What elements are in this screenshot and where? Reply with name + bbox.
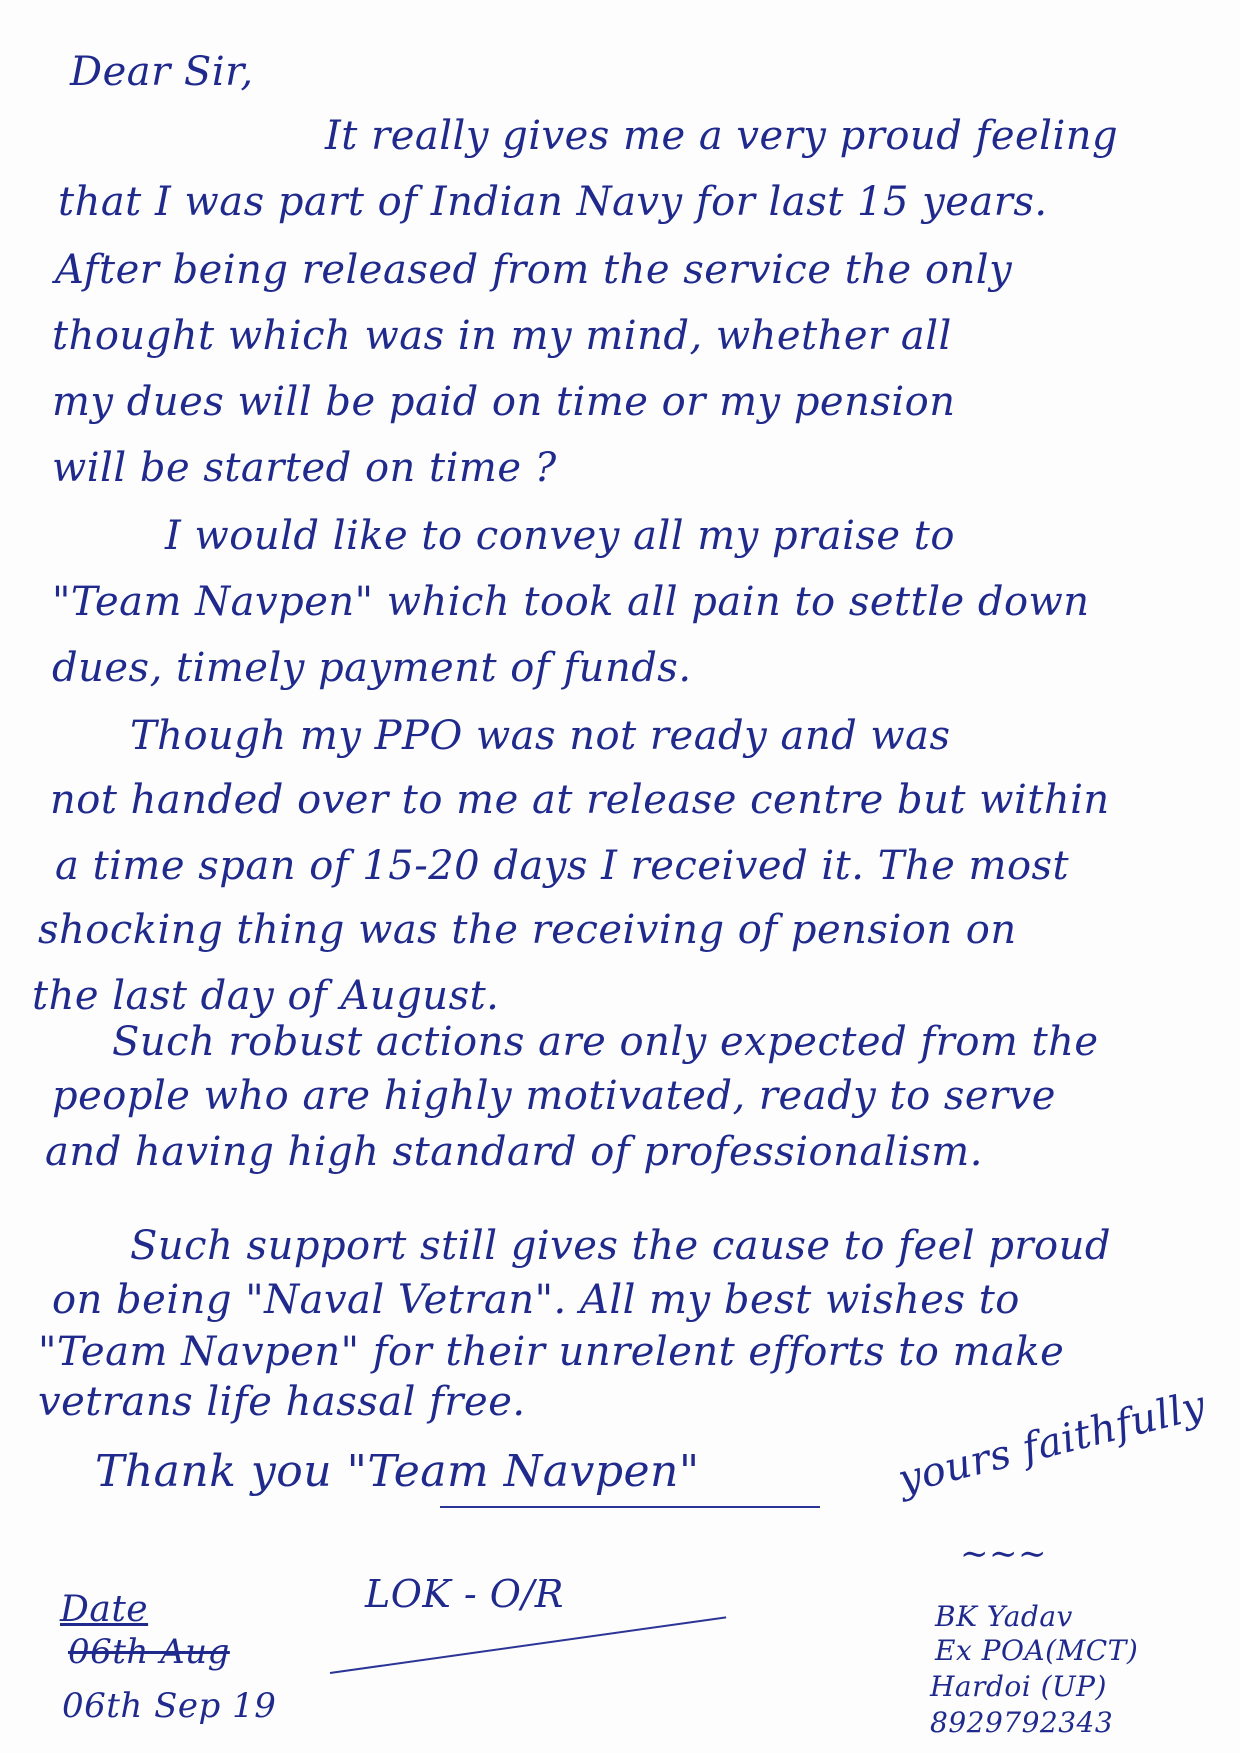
body-line: It really gives me a very proud feeling <box>325 113 1119 159</box>
signature-scribble-note: ∼∼∼ <box>960 1534 1047 1574</box>
body-line: "Team Navpen" for their unrelent efforts to make <box>38 1329 1065 1375</box>
body-line: "Team Navpen" which took all pain to settle down <box>52 579 1090 625</box>
date-struck: 06th Aug <box>68 1632 230 1672</box>
body-line: Though my PPO was not ready and was <box>130 713 951 759</box>
body-line: a time span of 15-20 days I received it. The most <box>55 843 1070 889</box>
body-line: and having high standard of professionalism. <box>45 1129 983 1175</box>
signature-line: 8929792343 <box>930 1706 1114 1739</box>
body-line: not handed over to me at release centre but within <box>50 777 1110 823</box>
signature-line: Ex POA(MCT) <box>935 1634 1139 1667</box>
body-line: I would like to convey all my praise to <box>165 513 955 559</box>
body-line: Such support still gives the cause to feel proud <box>130 1223 1111 1269</box>
body-line: people who are highly motivated, ready to serve <box>52 1073 1056 1119</box>
note: LOK - O/R <box>365 1572 564 1616</box>
body-line: Such robust actions are only expected from the <box>112 1019 1099 1065</box>
signature-line: Hardoi (UP) <box>930 1670 1107 1703</box>
body-line: shocking thing was the receiving of pension on <box>38 907 1017 953</box>
body-line: that I was part of Indian Navy for last 15 years. <box>58 179 1048 225</box>
body-line: will be started on time ? <box>52 445 557 491</box>
body-line: After being released from the service the only <box>55 247 1013 293</box>
thanks-underline <box>440 1506 820 1508</box>
body-line: on being "Naval Vetran". All my best wishes to <box>52 1277 1020 1323</box>
body-line: my dues will be paid on time or my pension <box>52 379 956 425</box>
body-line: dues, timely payment of funds. <box>52 645 692 691</box>
note-stroke <box>330 1616 726 1674</box>
body-line: vetrans life hassal free. <box>38 1379 526 1425</box>
signature-line: BK Yadav <box>935 1600 1073 1633</box>
salutation: Dear Sir, <box>70 49 254 95</box>
closing: yours faithfully <box>893 1382 1211 1504</box>
thanks-line: Thank you "Team Navpen" <box>95 1446 700 1497</box>
date-label: Date <box>60 1589 149 1630</box>
body-line: the last day of August. <box>32 973 500 1019</box>
date-value: 06th Sep 19 <box>62 1686 277 1726</box>
body-line: thought which was in my mind, whether all <box>52 313 952 359</box>
